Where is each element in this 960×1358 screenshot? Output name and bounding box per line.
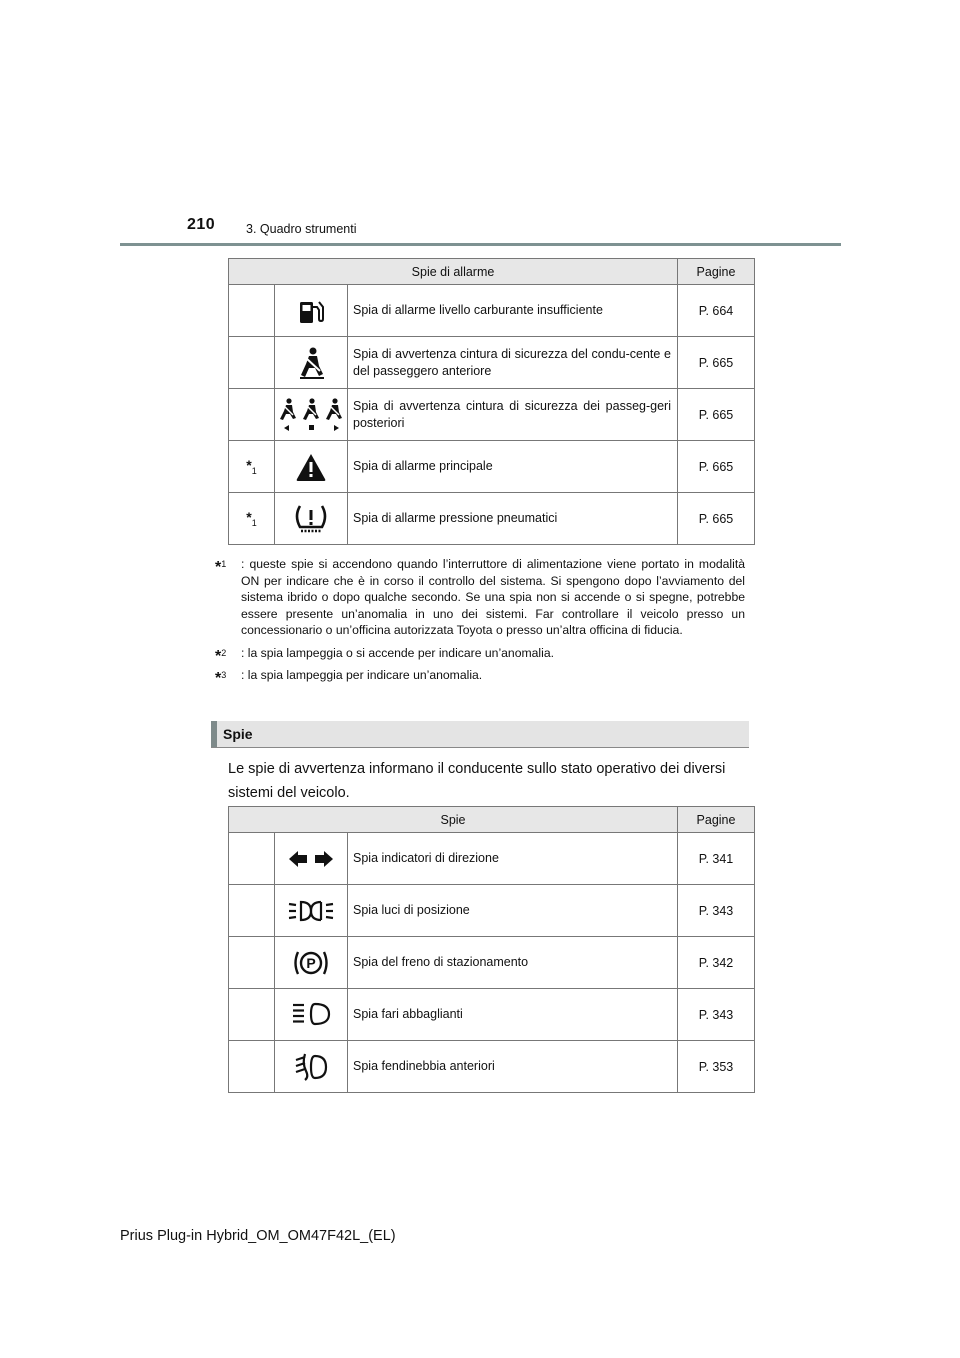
table-row <box>229 493 755 545</box>
page-reference: P. 664 <box>678 285 755 337</box>
footnote: *$^3$ : la spia lampeggia per indicare un’anomalia. <box>215 668 483 688</box>
row-description: Spia di avvertenza cintura di sicurezza dei passeg-geri posteriori <box>348 389 678 441</box>
page-reference: P. 342 <box>678 937 755 989</box>
header-rule <box>120 243 841 246</box>
row-description: Spia di avvertenza cintura di sicurezza del condu-cente e del passeggero anteriore <box>348 337 678 389</box>
table-row <box>229 285 755 337</box>
master-warning-icon <box>295 452 327 482</box>
table-row <box>229 833 755 885</box>
page-reference: P. 665 <box>678 441 755 493</box>
footnote-marker: $*_1$ <box>229 441 275 493</box>
svg-text:P: P <box>306 954 316 971</box>
section-heading-bar <box>211 721 749 748</box>
table-header-row <box>229 259 755 285</box>
row-description: Spia luci di posizione <box>348 885 678 937</box>
footnote-marker: $*_1$ <box>229 493 275 545</box>
column-header-indicators: Spie <box>229 807 678 833</box>
row-description: Spia di allarme livello carburante insufficiente <box>348 285 678 337</box>
table-row <box>229 989 755 1041</box>
table-row <box>229 389 755 441</box>
page-number: 210 <box>187 216 216 233</box>
page-reference: P. 341 <box>678 833 755 885</box>
footnote: *$^2$ : la spia lampeggia o si accende per indicare un’anomalia. <box>215 645 555 665</box>
row-description: Spia indicatori di direzione <box>348 833 678 885</box>
footnote-marker <box>229 389 275 441</box>
column-header-pages: Pagine <box>678 807 755 833</box>
turn-signal-icon <box>288 849 334 869</box>
table-row <box>229 885 755 937</box>
page-reference: P. 353 <box>678 1041 755 1093</box>
table-header-row <box>229 807 755 833</box>
tire-pressure-icon <box>293 503 329 535</box>
front-fog-icon <box>294 1053 328 1081</box>
page-reference: P. 343 <box>678 989 755 1041</box>
row-description: Spia di allarme principale <box>348 441 678 493</box>
footnote-marker <box>229 285 275 337</box>
heading-accent <box>211 721 217 747</box>
row-description: Spia del freno di stazionamento <box>348 937 678 989</box>
table-row <box>229 441 755 493</box>
column-header-warning-lights: Spie di allarme <box>229 259 678 285</box>
table-row <box>229 937 755 989</box>
fuel-pump-icon <box>296 296 326 326</box>
row-description: Spia fari abbaglianti <box>348 989 678 1041</box>
footnote: *$^1$ : queste spie si accendono quando l’interruttore di alimentazione viene portato in modalità ON per indicare che è in corso il controllo del sistema. Si spengono dopo l’avviamento del sistema ibrido o dopo qualche secondo. Se una spia non si accende o si spegne, potrebbe essere presente un’anomalia in uno dei sistemi. Far controllare il veicolo presso un concessionario o un’officina autorizzata Toyota o presso un’altra officina di fiducia. <box>215 557 745 637</box>
page-reference: P. 665 <box>678 389 755 441</box>
column-header-pages: Pagine <box>678 259 755 285</box>
footnote-marker <box>229 337 275 389</box>
row-description: Spia fendinebbia anteriori <box>348 1041 678 1093</box>
rear-seatbelt-icon <box>278 397 344 433</box>
intro-paragraph: Le spie di avvertenza informano il conducente sullo stato operativo dei diversi sistemi del veicolo. <box>228 761 726 801</box>
page-reference: P. 665 <box>678 337 755 389</box>
page-reference: P. 343 <box>678 885 755 937</box>
row-description: Spia di allarme pressione pneumatici <box>348 493 678 545</box>
position-lights-icon <box>287 899 335 923</box>
footnotes <box>215 556 745 690</box>
seatbelt-icon <box>296 346 326 380</box>
page-reference: P. 665 <box>678 493 755 545</box>
table-row <box>229 1041 755 1093</box>
section-heading: Spie <box>223 726 253 742</box>
parking-brake-icon <box>292 948 330 978</box>
table-row <box>229 337 755 389</box>
document-footer: Prius Plug-in Hybrid_OM_OM47F42L_(EL) <box>120 1228 396 1244</box>
high-beam-icon <box>291 1002 331 1028</box>
section-title: 3. Quadro strumenti <box>246 222 357 236</box>
indicator-lights-table <box>228 806 755 1093</box>
warning-lights-table <box>228 258 755 545</box>
